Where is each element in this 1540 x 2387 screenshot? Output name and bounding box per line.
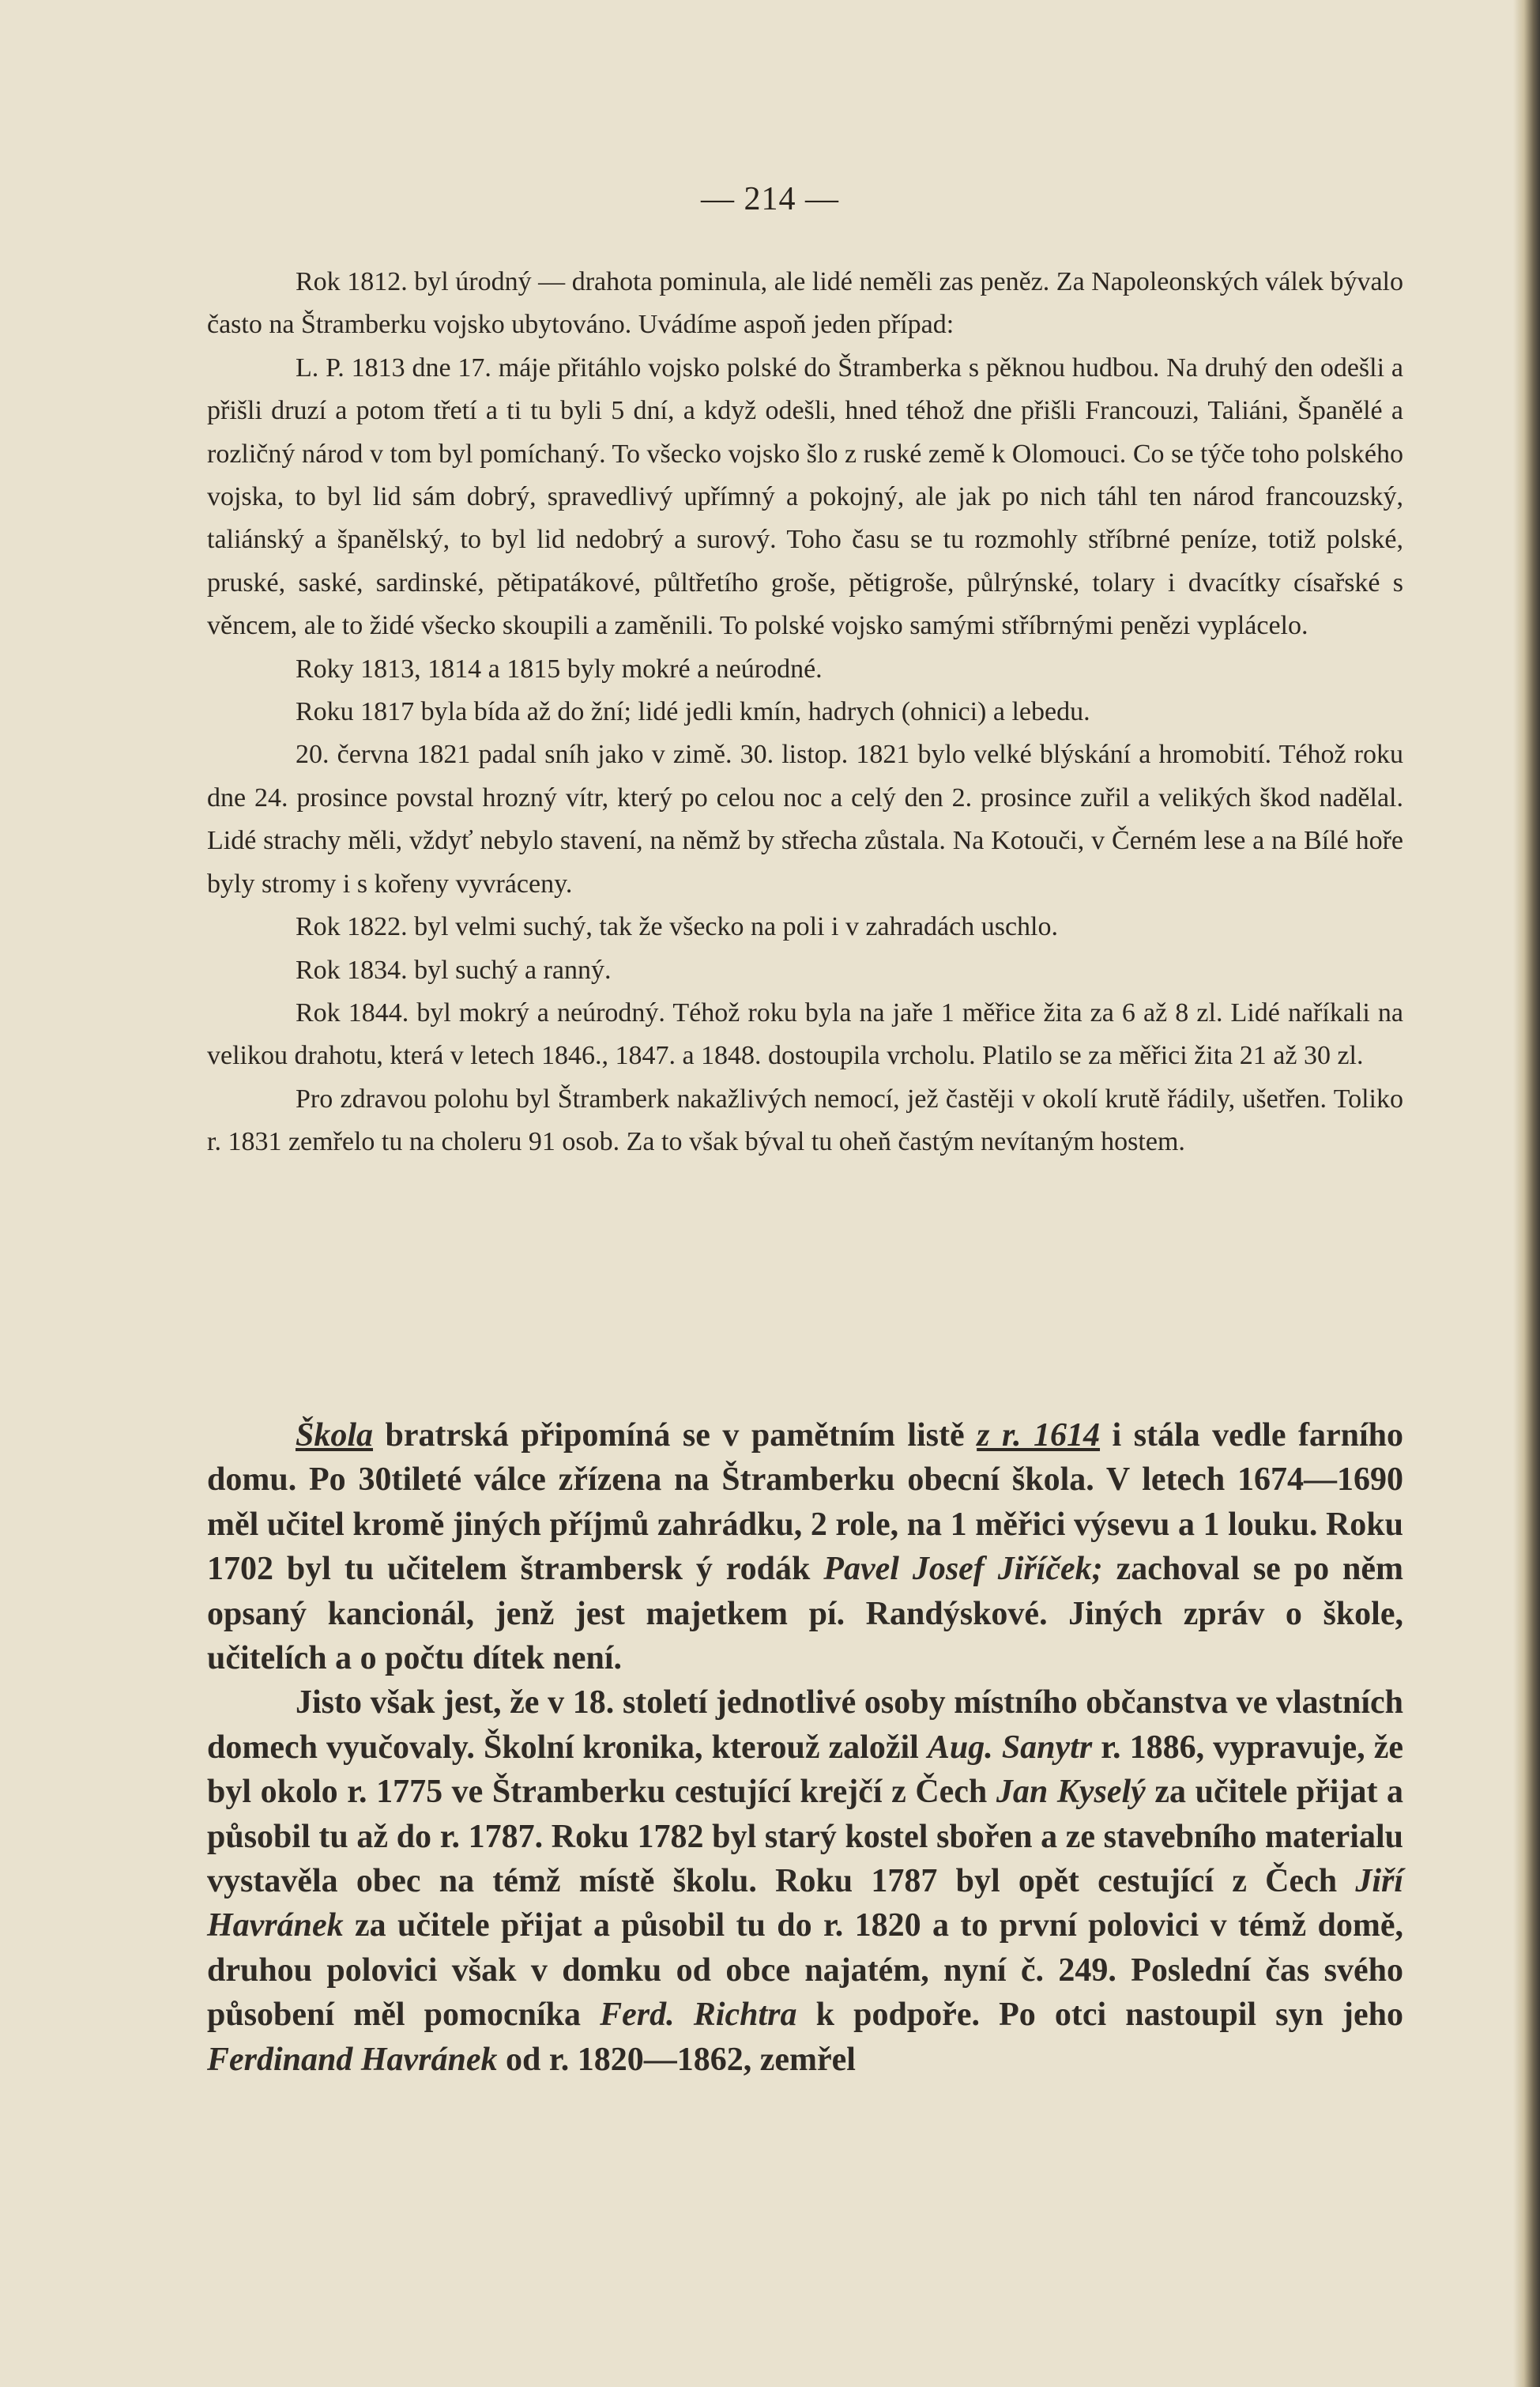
person-name: Aug. Sanytr	[927, 1729, 1093, 1766]
person-name: Jan Kyselý	[996, 1774, 1146, 1811]
paragraph-1812: Rok 1812. byl úrodný — drahota pominula, ale lidé neměli zas peněz. Za Napoleonských válek bývalo často na Štramberku vojsko ubytováno. Uvádíme aspoň jeden případ:	[207, 267, 1403, 340]
person-name: Pavel Josef Jiříček;	[823, 1551, 1103, 1588]
paragraph-health: Pro zdravou polohu byl Štramberk nakažlivých nemocí, jež častěji v okolí krutě řádily, ušetřen. Toliko r. 1831 zemřelo tu na choleru 91 osob. Za to však býval tu oheň častým nevítaným hostem.	[207, 1084, 1403, 1157]
reference-year: z r. 1614	[977, 1417, 1101, 1454]
person-name: Ferd. Richtra	[600, 1997, 797, 2034]
page-edge-shadow	[1513, 0, 1540, 2387]
paragraph-1817: Roku 1817 byla bída až do žní; lidé jedli kmín, hadrych (ohnici) a lebedu.	[296, 697, 1090, 727]
paragraph-teachers: Jisto však jest, že v 18. století jednotlivé osoby místního občanstva ve vlastních domech vyučovaly. Školní kronika, kterouž založil Aug. Sanytr r. 1886, vypravuje, že byl okolo r. 1775 ve Štramberku cestující krejčí z Čech Jan Kyselý za učitele přijat a působil tu až do r. 1787. Roku 1782 byl starý kostel sbořen a ze stavebního materialu vystavěla obec na témž místě školu. Roku 1787 byl opět cestující z Čech Jiří Havránek za učitele přijat a působil tu do r. 1820 a to první polovici v témž domě, druhou polovici však v domku od obce najatém, nyní č. 249. Poslední čas svého působení měl pomocníka Ferd. Richtra k podpoře. Po otci nastoupil syn jeho Ferdinand Havránek od r. 1820—1862, zemřel	[207, 1684, 1404, 2078]
paragraph-1813-1815: Roky 1813, 1814 a 1815 byly mokré a neúrodné.	[296, 654, 823, 684]
page-number: — 214 —	[701, 181, 839, 217]
person-name: Ferdinand Havránek	[207, 2041, 498, 2078]
school-section	[207, 1413, 1403, 2082]
person-name: Jiří Havránek	[207, 1863, 1403, 1944]
paragraph-1821: 20. června 1821 padal sníh jako v zimě. 30. listop. 1821 bylo velké blýskání a hromobití. Téhož roku dne 24. prosince povstal hrozný vítr, který po celou noc a celý den 2. prosince zuřil a velikých škod nadělal. Lidé strachy měli, vždyť nebylo stavení, na němž by střecha zůstala. Na Kotouči, v Černém lese a na Bílé hoře byly stromy i s kořeny vyvráceny.	[207, 740, 1403, 899]
paragraph-1822: Rok 1822. byl velmi suchý, tak že všecko na poli i v zahradách uschlo.	[296, 912, 1058, 942]
school-heading-word: Škola	[296, 1417, 374, 1454]
paragraph-1834: Rok 1834. byl suchý a ranný.	[296, 955, 612, 985]
paragraph-school-history: Škola bratrská připomíná se v pamětním listě z r. 1614 i stála vedle farního domu. Po 30tileté válce zřízena na Štramberku obecní škola. V letech 1674—1690 měl učitel kromě jiných příjmů zahrádku, 2 role, na 1 měřici výsevu a 1 louku. Roku 1702 byl tu učitelem štrambersk ý rodák Pavel Josef Jiříček; zachoval se po něm opsaný kancionál, jenž jest majetkem pí. Randýskové. Jiných zpráv o škole, učitelích a o počtu dítek není.	[207, 1417, 1404, 1677]
chronicle-section	[207, 261, 1403, 1164]
paragraph-1813-army: L. P. 1813 dne 17. máje přitáhlo vojsko polské do Štramberka s pěknou hudbou. Na druhý den odešli a přišli druzí a potom třetí a ti tu byli 5 dní, a když odešli, hned téhož dne přišli Francouzi, Taliáni, Španělé a rozličný národ v tom byl pomíchaný. To všecko vojsko šlo z ruské země k Olomouci. Co se týče toho polského vojska, to byl lid sám dobrý, spravedlivý upřímný a pokojný, ale jak po nich táhl ten národ francouzský, taliánský a španělský, to byl lid nedobrý a surový. Toho času se tu rozmohly stříbrné peníze, totiž polské, pruské, saské, sardinské, pětipatákové, půltřetího groše, pětigroše, půlrýnské, tolary i dvacítky císařské s věncem, ale to židé všecko skoupili a zaměnili. To polské vojsko samými stříbrnými penězi vyplácelo.	[207, 353, 1403, 641]
paragraph-1844: Rok 1844. byl mokrý a neúrodný. Téhož roku byla na jaře 1 měřice žita za 6 až 8 zl. Lidé naříkali na velikou drahotu, která v letech 1846., 1847. a 1848. dostoupila vrcholu. Platilo se za měřici žita 21 až 30 zl.	[207, 997, 1403, 1071]
